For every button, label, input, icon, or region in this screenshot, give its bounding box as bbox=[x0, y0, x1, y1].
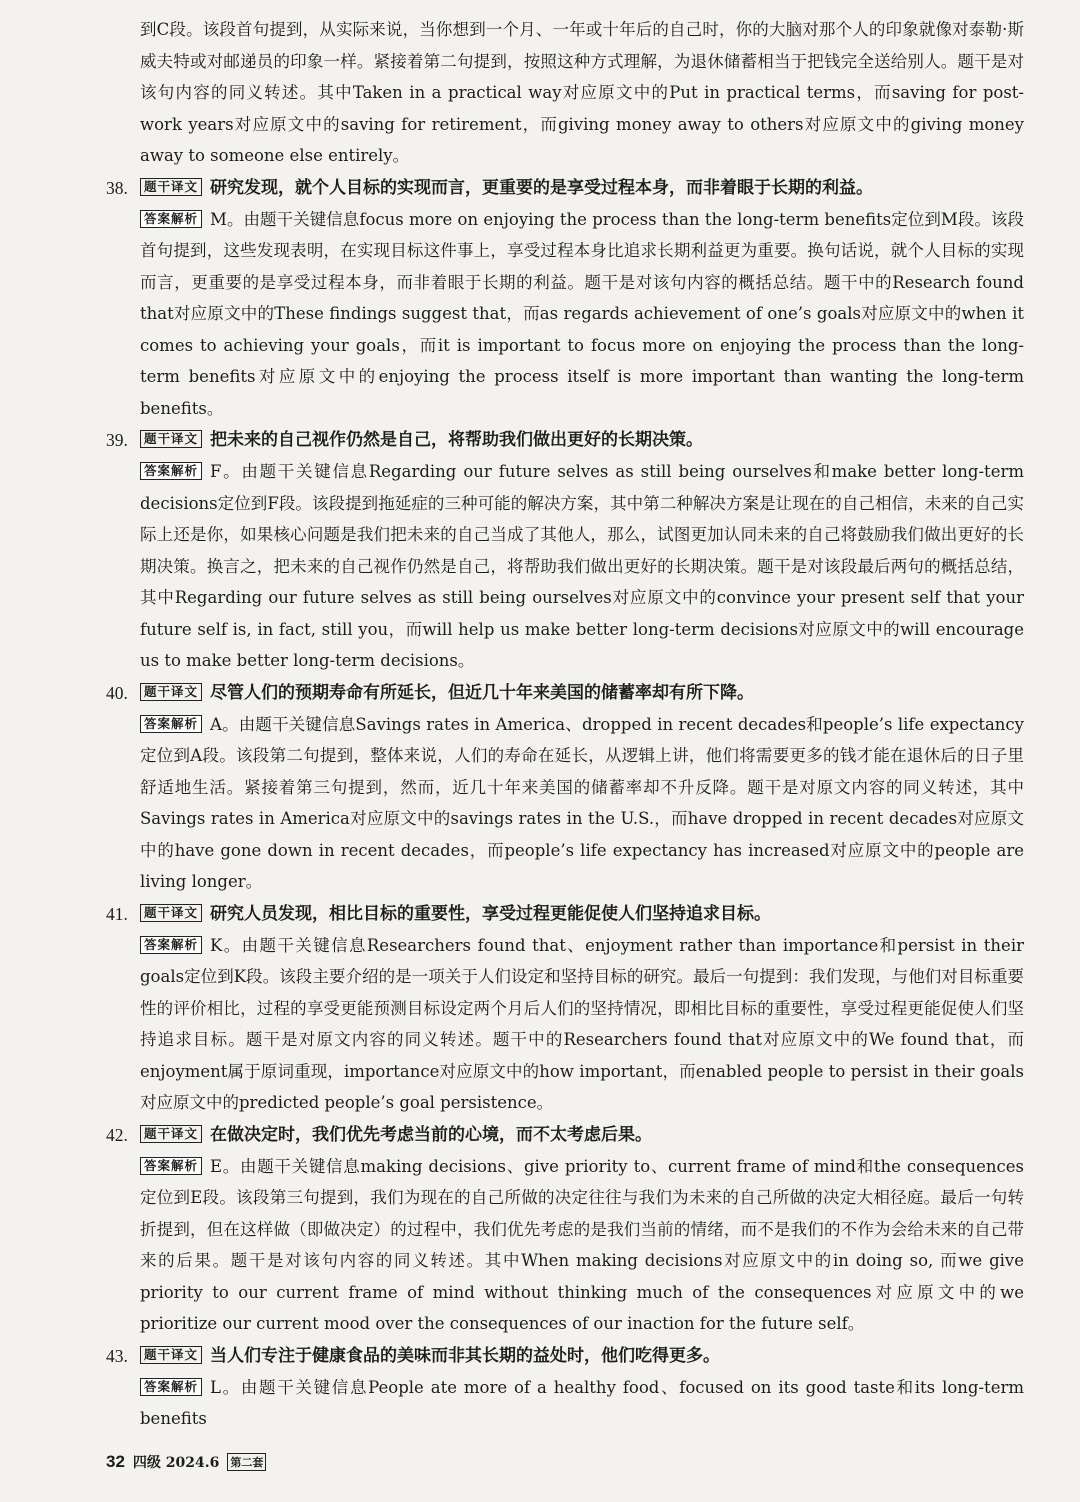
question-analysis: L。由题干关键信息People ate more of a healthy food、focused on its good taste和its long-term benefits bbox=[140, 1377, 1024, 1428]
translation-tag: 题干译文 bbox=[140, 1125, 202, 1143]
analysis-tag: 答案解析 bbox=[140, 462, 202, 480]
issue-label: 四级 2024.6 bbox=[132, 1455, 220, 1471]
analysis-tag: 答案解析 bbox=[140, 210, 202, 228]
question-item-42 bbox=[106, 1120, 1024, 1340]
translation-tag: 题干译文 bbox=[140, 1346, 202, 1364]
question-item-39 bbox=[106, 425, 1024, 677]
translation-tag: 题干译文 bbox=[140, 430, 202, 448]
analysis-tag: 答案解析 bbox=[140, 936, 202, 954]
question-number: 38. bbox=[106, 177, 128, 198]
question-item-43 bbox=[106, 1341, 1024, 1435]
question-translation: 尽管人们的预期寿命有所延长，但近几十年来美国的储蓄率却有所下降。 bbox=[210, 682, 755, 703]
question-translation: 把未来的自己视作仍然是自己，将帮助我们做出更好的长期决策。 bbox=[210, 430, 704, 450]
page-footer bbox=[106, 1452, 266, 1472]
question-item-40 bbox=[106, 678, 1024, 898]
analysis-tag: 答案解析 bbox=[140, 715, 202, 733]
intro-paragraph: 到C段。该段首句提到，从实际来说，当你想到一个月、一年或十年后的自己时，你的大脑对那个人的印象就像对泰勒·斯威夫特或对邮递员的印象一样。紧接着第二句提到，按照这种方式理解，为退休储蓄相当于把钱完全送给别人。题干是对该句内容的同义转述。其中Taken in a practical way对应原文中的Put in practical terms，而saving for post-work years对应原文中的saving for retirement，而giving money away to others对应原文中的giving money away to someone else entirely。 bbox=[140, 20, 1024, 165]
question-analysis: A。由题干关键信息Savings rates in America、dropped in recent decades和people’s life expectancy定位到A段。该段第二句提到，整体来说，人们的寿命在延长，从逻辑上讲，他们将需要更多的钱才能在退休后的日子里舒适地生活。紧接着第三句提到，然而，近几十年来美国的储蓄率却不升反降。题干是对原文内容的同义转述，其中Savings rates in America对应原文中的savings rates in the U.S.，而have dropped in recent decades对应原文中的have gone down in recent decades，而people’s life expectancy has increased对应原文中的people are living longer。 bbox=[140, 714, 1024, 891]
translation-tag: 题干译文 bbox=[140, 683, 202, 701]
question-number: 39. bbox=[106, 430, 128, 450]
question-translation: 在做决定时，我们优先考虑当前的心境，而不太考虑后果。 bbox=[210, 1124, 653, 1145]
analysis-tag: 答案解析 bbox=[140, 1157, 202, 1175]
question-item-41 bbox=[106, 899, 1024, 1119]
question-number: 42. bbox=[106, 1124, 128, 1145]
question-analysis: F。由题干关键信息Regarding our future selves as still being ourselves和make better long-term decisions定位到F段。该段提到拖延症的三种可能的解决方案，其中第二种解决方案是让现在的自己相信，未来的自己实际上还是你，如果核心问题是我们把未来的自己当成了其他人，那么，试图更加认同未来的自己将鼓励我们做出更好的长期决策。换言之，把未来的自己视作仍然是自己，将帮助我们做出更好的长期决策。题干是对该段最后两句的概括总结，其中Regarding our future selves as still being ourselves对应原文中的convince your present self that your future self is, in fact, still you，而will help us make better long-term decisions对应原文中的will encourage us to make better long-term decisions。 bbox=[140, 462, 1024, 670]
question-analysis: E。由题干关键信息making decisions、give priority to、current frame of mind和the consequences定位到E段。该段第三句提到，我们为现在的自己所做的决定往往与我们为未来的自己所做的决定大相径庭。最后一句转折提到，但在这样做（即做决定）的过程中，我们优先考虑的是我们当前的情绪，而不是我们的不作为会给未来的自己带来的后果。题干是对该句内容的同义转述。其中When making decisions对应原文中的in doing so, 而we give priority to our current frame of mind without thinking much of the consequences对应原文中的we prioritize our current mood over the consequences of our inaction for the future self。 bbox=[140, 1156, 1024, 1333]
question-translation: 研究发现，就个人目标的实现而言，更重要的是享受过程本身，而非着眼于长期的利益。 bbox=[210, 177, 874, 198]
question-number: 40. bbox=[106, 682, 128, 703]
translation-tag: 题干译文 bbox=[140, 904, 202, 922]
question-item-38 bbox=[106, 173, 1024, 425]
page-number: 32 bbox=[106, 1452, 125, 1471]
question-translation: 当人们专注于健康食品的美味而非其长期的益处时，他们吃得更多。 bbox=[210, 1345, 721, 1366]
question-translation: 研究人员发现，相比目标的重要性，享受过程更能促使人们坚持追求目标。 bbox=[210, 903, 772, 924]
question-number: 41. bbox=[106, 903, 128, 924]
question-analysis: K。由题干关键信息Researchers found that、enjoyment rather than importance和persist in their goals定位到K段。该段主要介绍的是一项关于人们设定和坚持目标的研究。最后一句提到：我们发现，与他们对目标重要性的评价相比，过程的享受更能预测目标设定两个月后人们的坚持情况，即相比目标的重要性，享受过程更能促使人们坚持追求目标。题干是对原文内容的同义转述。题干中的Researchers found that对应原文中的We found that，而enjoyment属于原词重现，importance对应原文中的how important，而enabled people to persist in their goals对应原文中的predicted people’s goal persistence。 bbox=[140, 935, 1024, 1112]
translation-tag: 题干译文 bbox=[140, 178, 202, 196]
question-number: 43. bbox=[106, 1345, 128, 1366]
edition-badge: 第二套 bbox=[227, 1453, 266, 1471]
analysis-tag: 答案解析 bbox=[140, 1378, 202, 1396]
page-content bbox=[106, 14, 1024, 1435]
question-analysis: M。由题干关键信息focus more on enjoying the process than the long-term benefits定位到M段。该段首句提到，这些发现表明，在实现目标这件事上，享受过程本身比追求长期利益更为重要。换句话说，就个人目标的实现而言，更重要的是享受过程本身，而非着眼于长期的利益。题干是对该句内容的概括总结。题干中的Research found that对应原文中的These findings suggest that，而as regards achievement of one’s goals对应原文中的when it comes to achieving your goals，而it is important to focus more on enjoying the process than the long-term benefits对应原文中的enjoying the process itself is more important than wanting the long-term benefits。 bbox=[140, 209, 1024, 418]
